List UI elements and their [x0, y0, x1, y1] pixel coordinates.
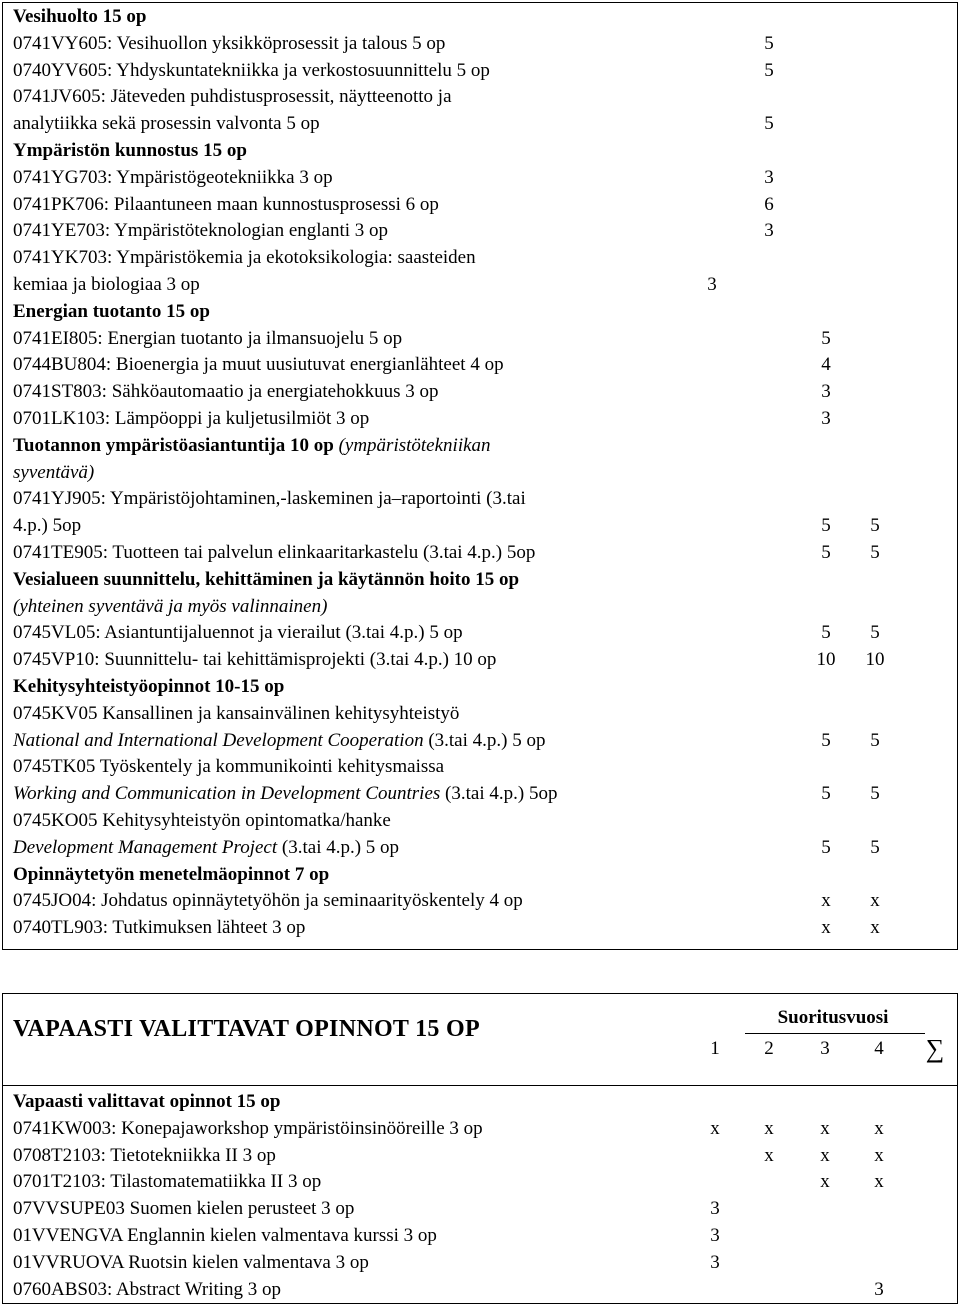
- year-1-mark: 3: [710, 1225, 720, 1246]
- course-row-label: 0744BU804: Bioenergia ja muut uusiutuvat energianlähteet 4 op: [13, 354, 504, 376]
- year-3-mark: x: [820, 1117, 830, 1139]
- course-row-label: 0741YJ905: Ympäristöjohtaminen,-laskeminen ja–raportointi (3.tai: [13, 488, 526, 510]
- year-4-credits: 5: [870, 515, 880, 537]
- year-group-underline: [745, 1033, 925, 1034]
- course-row-label: 0741YG703: Ympäristögeotekniikka 3 op: [13, 166, 333, 188]
- course-row-label: 0741ST803: Sähköautomaatio ja energiatehokkuus 3 op: [13, 381, 439, 403]
- year-2-mark: x: [764, 1117, 774, 1139]
- year-1-mark: 3: [710, 1198, 720, 1220]
- year-4-credits: 5: [870, 542, 880, 563]
- year-3-header: 3: [820, 1038, 830, 1059]
- year-4-credits: 5: [870, 836, 880, 858]
- year-3-credits: x: [821, 890, 831, 912]
- course-row-label: 0741VY605: Vesihuollon yksikköprosessit ja talous 5 op: [13, 32, 446, 54]
- course-row-label: 0745VL05: Asiantuntijaluennot ja vierailut (3.tai 4.p.) 5 op: [13, 622, 463, 644]
- course-row-label: kemiaa ja biologiaa 3 op: [13, 274, 200, 295]
- course-row-label: 4.p.) 5op: [13, 515, 82, 537]
- year-3-credits: 5: [821, 515, 831, 537]
- year-4-credits: 10: [865, 649, 885, 671]
- row-label-main: Development Management Project: [13, 836, 278, 858]
- course-row-label: [13, 781, 557, 807]
- course-row-label: 01VVRUOVA Ruotsin kielen valmentava 3 op: [13, 1251, 369, 1273]
- course-row-label: 0740TL903: Tutkimuksen lähteet 3 op: [13, 917, 306, 939]
- elective-studies-title: VAPAASTI VALITTAVAT OPINNOT 15 OP: [13, 1016, 480, 1042]
- row-label-suffix: (3.tai 4.p.) 5 op: [277, 836, 400, 858]
- course-row-label: 0740YV605: Yhdyskuntatekniikka ja verkostosuunnittelu 5 op: [13, 59, 490, 81]
- year-4-credits: x: [870, 890, 880, 912]
- year-1-header: 1: [710, 1038, 720, 1059]
- course-row-label: Vesihuolto 15 op: [13, 6, 147, 27]
- year-4-credits: 5: [870, 783, 880, 805]
- row-label-main: National and International Development Cooperation: [13, 729, 424, 751]
- course-row-label: Kehitysyhteistyöopinnot 10-15 op: [13, 676, 285, 697]
- course-row-label: analytiikka sekä prosessin valvonta 5 op: [13, 113, 320, 135]
- course-row-label: 0741TE905: Tuotteen tai palvelun elinkaaritarkastelu (3.tai 4.p.) 5op: [13, 542, 536, 563]
- course-row-label: (yhteinen syventävä ja myös valinnainen): [13, 595, 328, 617]
- year-3-credits: 5: [821, 327, 831, 349]
- year-2-credits: 5: [764, 59, 774, 81]
- year-4-mark: x: [874, 1171, 884, 1193]
- year-3-credits: 5: [821, 783, 831, 805]
- course-row-label: 0760ABS03: Abstract Writing 3 op: [13, 1278, 282, 1300]
- year-2-credits: 5: [764, 32, 774, 54]
- year-2-credits: 6: [764, 193, 774, 215]
- course-row-label: 0741EI805: Energian tuotanto ja ilmansuojelu 5 op: [13, 327, 403, 349]
- year-2-mark: x: [764, 1144, 774, 1166]
- year-4-credits: 5: [870, 729, 880, 751]
- course-row-label: Vapaasti valittavat opinnot 15 op: [13, 1091, 281, 1112]
- course-row-label: Opinnäytetyön menetelmäopinnot 7 op: [13, 863, 330, 885]
- year-4-header: 4: [874, 1038, 884, 1059]
- course-row-label: 0708T2103: Tietotekniikka II 3 op: [13, 1144, 276, 1166]
- year-3-credits: 4: [821, 354, 831, 376]
- row-label-suffix: (ympäristötekniikan: [333, 434, 491, 456]
- course-row-label: [13, 835, 399, 861]
- year-4-mark: x: [874, 1117, 884, 1139]
- year-3-mark: x: [820, 1144, 830, 1166]
- year-4-credits: 5: [870, 622, 880, 644]
- course-row-label: Ympäristön kunnostus 15 op: [13, 140, 247, 161]
- row-label-main: Tuotannon ympäristöasiantuntija 10 op: [13, 434, 334, 456]
- course-row-label: 0745KV05 Kansallinen ja kansainvälinen kehitysyhteistyö: [13, 702, 460, 724]
- course-row-label: Energian tuotanto 15 op: [13, 300, 210, 322]
- course-row-label: 0741JV605: Jäteveden puhdistusprosessit, näytteenotto ja: [13, 86, 452, 108]
- year-2-credits: 5: [764, 113, 774, 135]
- course-row-label: 07VVSUPE03 Suomen kielen perusteet 3 op: [13, 1198, 355, 1220]
- year-3-credits: 3: [821, 408, 831, 429]
- course-row-label: 0745TK05 Työskentely ja kommunikointi kehitysmaissa: [13, 756, 445, 778]
- course-row-label: 0745JO04: Johdatus opinnäytetyöhön ja seminaarityöskentely 4 op: [13, 890, 523, 912]
- year-4-mark: 3: [874, 1278, 884, 1300]
- year-3-mark: x: [820, 1171, 830, 1193]
- course-row-label: 0741YK703: Ympäristökemia ja ekotoksikologia: saasteiden: [13, 247, 476, 269]
- course-row-label: 0741PK706: Pilaantuneen maan kunnostusprosessi 6 op: [13, 193, 439, 215]
- course-row-label: 0745KO05 Kehitysyhteistyön opintomatka/hanke: [13, 810, 391, 831]
- year-3-credits: 3: [821, 381, 831, 403]
- year-1-mark: 3: [710, 1251, 720, 1273]
- header-divider: [2, 1085, 958, 1086]
- course-row-label: syventävä): [13, 461, 95, 483]
- row-label-main: Working and Communication in Development Countries: [13, 783, 441, 805]
- year-3-credits: 5: [821, 729, 831, 751]
- year-3-credits: 10: [816, 649, 836, 671]
- year-3-credits: 5: [821, 622, 831, 644]
- course-row-label: 0741YE703: Ympäristöteknologian englanti 3 op: [13, 220, 389, 242]
- course-row-label: 0741KW003: Konepajaworkshop ympäristöinsinööreille 3 op: [13, 1117, 483, 1139]
- course-row-label: 0745VP10: Suunnittelu- tai kehittämisprojekti (3.tai 4.p.) 10 op: [13, 649, 497, 671]
- course-row-label: [13, 433, 491, 459]
- course-row-label: 01VVENGVA Englannin kielen valmentava kurssi 3 op: [13, 1225, 437, 1246]
- year-3-credits: x: [821, 917, 831, 939]
- row-label-suffix: (3.tai 4.p.) 5op: [440, 783, 558, 805]
- year-3-credits: 5: [821, 836, 831, 858]
- row-label-suffix: (3.tai 4.p.) 5 op: [423, 729, 546, 751]
- sum-header: ∑: [925, 1034, 945, 1063]
- course-row-label: 0701LK103: Lämpöoppi ja kuljetusilmiöt 3 op: [13, 408, 370, 429]
- year-4-mark: x: [874, 1144, 884, 1166]
- course-row-label: [13, 728, 545, 754]
- completion-year-header: Suoritusvuosi: [777, 1007, 889, 1028]
- course-row-label: Vesialueen suunnittelu, kehittäminen ja käytännön hoito 15 op: [13, 568, 520, 590]
- year-1-credits: 3: [707, 274, 717, 295]
- year-1-mark: x: [710, 1117, 720, 1139]
- year-2-credits: 3: [764, 166, 774, 188]
- course-row-label: 0701T2103: Tilastomatematiikka II 3 op: [13, 1171, 322, 1193]
- year-2-credits: 3: [764, 220, 774, 242]
- year-4-credits: x: [870, 917, 880, 939]
- year-3-credits: 5: [821, 542, 831, 563]
- year-2-header: 2: [764, 1038, 774, 1059]
